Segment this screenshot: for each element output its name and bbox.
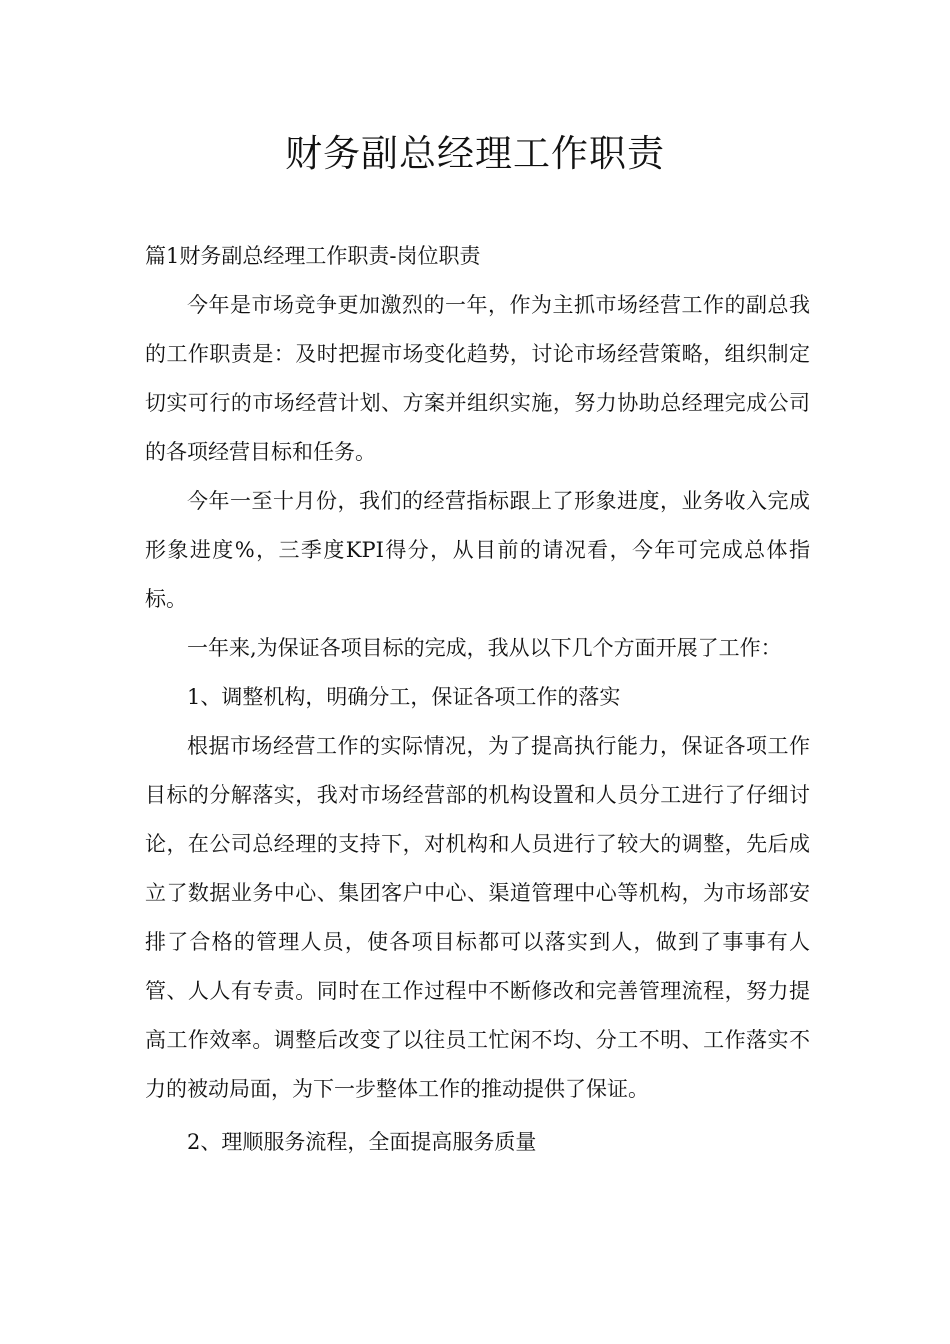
subheading-1: 1、调整机构，明确分工，保证各项工作的落实	[187, 685, 621, 709]
subheading-2: 2、理顺服务流程，全面提高服务质量	[187, 1130, 537, 1154]
paragraph-restructure: 根据市场经营工作的实际情况，为了提高执行能力，保证各项工作目标的分解落实，我对市场经营部的机构设置和人员分工进行了仔细讨论，在公司总经理的支持下，对机构和人员进行了较大的调整，先后成立了数据业务中心、集团客户中心、渠道管理中心等机构，为市场部安排了合格的管理人员，使各项目标都可以落实到人，做到了事事有人管、人人有专责。同时在工作过程中不断修改和完善管理流程，努力提高工作效率。调整后改变了以往员工忙闲不均、分工不明、工作落实不力的被动局面，为下一步整体工作的推动提供了保证。	[145, 734, 810, 1101]
paragraph-overview: 一年来,为保证各项目标的完成，我从以下几个方面开展了工作：	[187, 636, 782, 660]
document-body	[145, 232, 810, 1167]
paragraph-progress: 今年一至十月份，我们的经营指标跟上了形象进度，业务收入完成形象进度%，三季度KPI得分，从目前的请况看，今年可完成总体指标。	[145, 489, 810, 611]
document-title: 财务副总经理工作职责	[285, 132, 665, 175]
paragraph-intro: 今年是市场竞争更加激烈的一年，作为主抓市场经营工作的副总我的工作职责是：及时把握市场变化趋势，讨论市场经营策略，组织制定切实可行的市场经营计划、方案并组织实施，努力协助总经理完成公司的各项经营目标和任务。	[145, 293, 810, 464]
section-heading: 篇1财务副总经理工作职责-岗位职责	[145, 244, 481, 268]
